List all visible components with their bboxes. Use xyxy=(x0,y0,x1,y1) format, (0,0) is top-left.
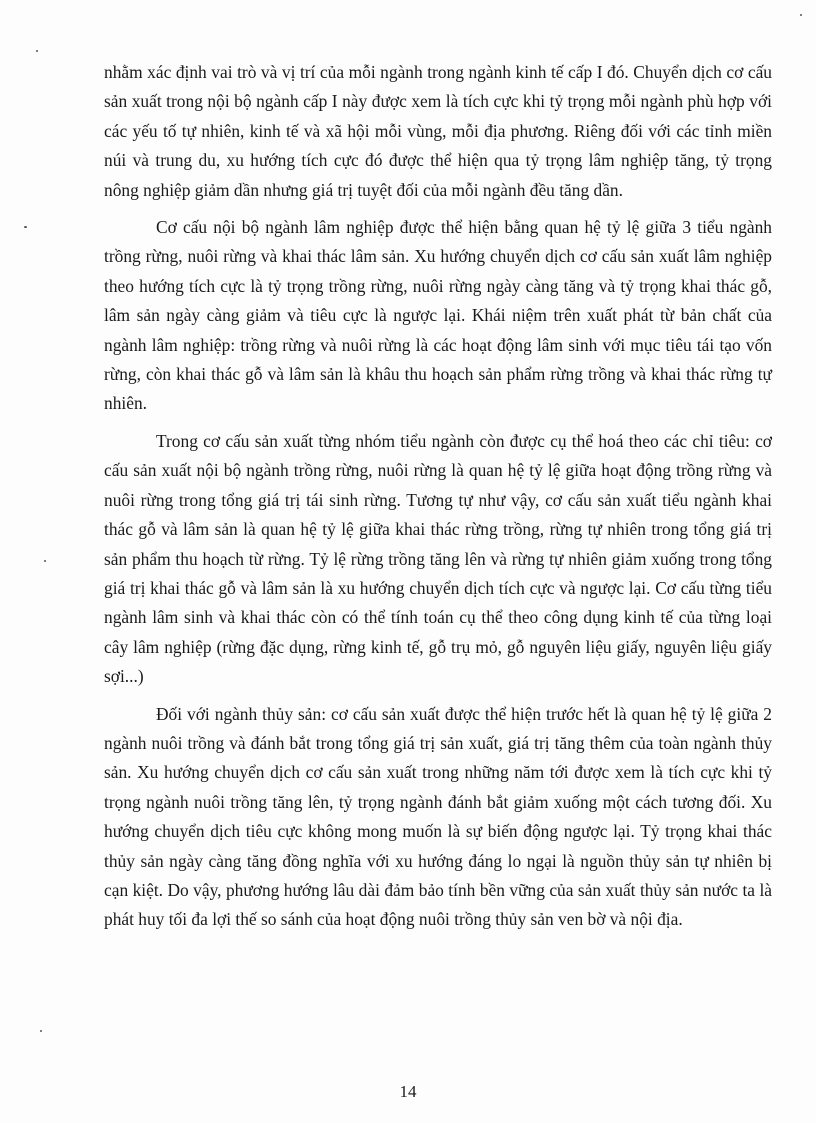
paragraph-3: Trong cơ cấu sản xuất từng nhóm tiểu ngành còn được cụ thể hoá theo các chỉ tiêu: cơ cấu sản xuất nội bộ ngành trồng rừng, nuôi rừng là quan hệ tỷ lệ giữa hoạt động trồng rừng và nuôi rừng trong tổng giá trị tái sinh rừng. Tương tự như vậy, cơ cấu sản xuất tiểu ngành khai thác gỗ và lâm sản là quan hệ tỷ lệ giữa khai thác rừng trồng, rừng tự nhiên trong tổng giá trị sản phẩm thu hoạch từ rừng. Tỷ lệ rừng trồng tăng lên và rừng tự nhiên giảm xuống trong tổng giá trị khai thác gỗ và lâm sản là xu hướng chuyển dịch tích cực và ngược lại. Cơ cấu từng tiểu ngành lâm sinh và khai thác còn có thể tính toán cụ thể theo công dụng kinh tế của từng loại cây lâm nghiệp (rừng đặc dụng, rừng kinh tế, gỗ trụ mỏ, gỗ nguyên liệu giấy, nguyên liệu giấy sợi...) xyxy=(104,430,772,687)
page-number: 14 xyxy=(399,1082,417,1101)
scan-speck xyxy=(24,226,27,228)
scan-speck xyxy=(800,14,802,16)
scan-speck xyxy=(36,50,38,52)
paragraph-4: Đối với ngành thủy sản: cơ cấu sản xuất được thể hiện trước hết là quan hệ tỷ lệ giữa 2 ngành nuôi trồng và đánh bắt trong tổng giá trị sản xuất, giá trị tăng thêm của toàn ngành thủy sản. Xu hướng chuyển dịch cơ cấu sản xuất trong những năm tới được xem là tích cực khi tỷ trọng ngành nuôi trồng tăng lên, tỷ trọng ngành đánh bắt giảm xuống một cách tương đối. Xu hướng chuyển dịch tiêu cực không mong muốn là sự biến động ngược lại. Tỷ trọng khai thác thủy sản ngày càng tăng đồng nghĩa với xu hướng đáng lo ngại là nguồn thủy sản tự nhiên bị cạn kiệt. Do vậy, phương hướng lâu dài đảm bảo tính bền vững của sản xuất thủy sản nước ta là phát huy tối đa lợi thế so sánh của hoạt động nuôi trồng thủy sản ven bờ và nội địa. xyxy=(104,703,772,930)
scan-speck xyxy=(40,1030,42,1032)
body-text xyxy=(104,58,772,943)
scan-speck xyxy=(44,560,46,562)
paragraph-1: nhằm xác định vai trò và vị trí của mỗi ngành trong ngành kinh tế cấp I đó. Chuyển dịch cơ cấu sản xuất trong nội bộ ngành cấp I này được xem là tích cực khi tỷ trọng mỗi ngành phù hợp với các yếu tố tự nhiên, kinh tế và xã hội mỗi vùng, mỗi địa phương. Riêng đối với các tỉnh miền núi và trung du, xu hướng tích cực đó được thể hiện qua tỷ trọng lâm nghiệp tăng, tỷ trọng nông nghiệp giảm dần nhưng giá trị tuyệt đối của mỗi ngành đều tăng dần. xyxy=(104,62,772,200)
paragraph-2: Cơ cấu nội bộ ngành lâm nghiệp được thể hiện bằng quan hệ tỷ lệ giữa 3 tiểu ngành trồng rừng, nuôi rừng và khai thác lâm sản. Xu hướng chuyển dịch cơ cấu sản xuất lâm nghiệp theo hướng tích cực là tỷ trọng trồng rừng, nuôi rừng ngày càng tăng và tỷ trọng khai thác gỗ, lâm sản ngày càng giảm và tiêu cực là ngược lại. Khái niệm trên xuất phát từ bản chất của ngành lâm nghiệp: trồng rừng và nuôi rừng là các hoạt động lâm sinh với mục tiêu tái tạo vốn rừng, còn khai thác gỗ và lâm sản là khâu thu hoạch sản phẩm rừng trồng và khai thác rừng tự nhiên. xyxy=(104,217,772,414)
